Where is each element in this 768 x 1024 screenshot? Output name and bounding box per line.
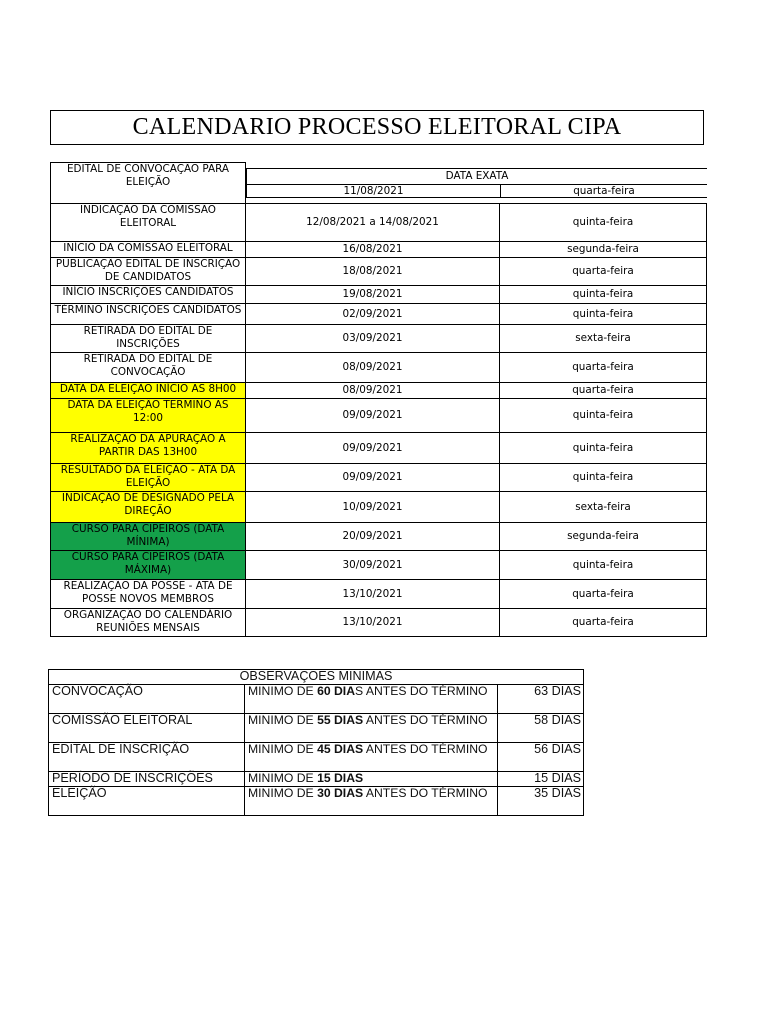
weekday-cell: quinta-feira [500, 551, 707, 580]
calendar-row [51, 163, 707, 204]
event-cell: RESULTADO DA ELEIÇÃO - ATA DA ELEIÇÃO [51, 464, 246, 492]
date-header: DATA EXATA [247, 168, 707, 184]
calendar-row [51, 399, 707, 433]
event-cell: REALIZAÇÃO DA APURAÇÃO A PARTIR DAS 13H00 [51, 433, 246, 464]
event-cell: INDICAÇÃO DE DESIGNADO PELA DIREÇÃO [51, 492, 246, 523]
date-cell: 02/09/2021 [246, 304, 500, 325]
date-cell: 08/09/2021 [246, 383, 500, 399]
calendar-row [51, 304, 707, 325]
rule-suffix: S ANTES DO TÉRMINO [355, 684, 488, 698]
date-cell: 18/08/2021 [246, 258, 500, 286]
event-cell: INÍCIO DA COMISSÃO ELEITORAL [51, 242, 246, 258]
observation-rule [245, 743, 498, 772]
calendar-row [51, 242, 707, 258]
observation-days: 63 DIAS [498, 685, 584, 714]
rule-prefix: MINIMO DE [248, 713, 318, 727]
calendar-row [51, 383, 707, 399]
event-cell: REALIZAÇÃO DA POSSE - ATA DE POSSE NOVOS MEMBROS [51, 580, 246, 609]
weekday-cell: quarta-feira [500, 353, 707, 383]
observation-days: 58 DIAS [498, 714, 584, 743]
calendar-row [51, 325, 707, 353]
date-header-group [246, 163, 707, 204]
date-cell: 19/08/2021 [246, 286, 500, 304]
page-title: CALENDARIO PROCESSO ELEITORAL CIPA [50, 110, 704, 145]
observation-label: COMISSÃO ELEITORAL [49, 714, 245, 743]
observation-label: ELEIÇÃO [49, 787, 245, 816]
weekday-cell: quinta-feira [500, 464, 707, 492]
calendar-row [51, 433, 707, 464]
weekday-cell: quarta-feira [500, 609, 707, 637]
calendar-row [51, 258, 707, 286]
observations-header: OBSERVAÇOES MINIMAS [49, 670, 584, 685]
event-cell: EDITAL DE CONVOCAÇÃO PARA ELEIÇÃO [51, 163, 246, 204]
event-cell: CURSO PARA CIPEIROS (DATA MÍNIMA) [51, 523, 246, 551]
weekday-cell: quarta-feira [500, 258, 707, 286]
event-cell: DATA DA ELEIÇÃO INÍCIO AS 8H00 [51, 383, 246, 399]
rule-prefix: MINIMO DE [248, 771, 318, 785]
calendar-row [51, 464, 707, 492]
event-cell: RETIRADA DO EDITAL DE INSCRIÇÕES [51, 325, 246, 353]
weekday-cell: quarta-feira [501, 184, 707, 198]
date-cell: 08/09/2021 [246, 353, 500, 383]
observation-days: 35 DIAS [498, 787, 584, 816]
calendar-table [50, 162, 707, 637]
observation-row [49, 772, 584, 787]
calendar-row [51, 609, 707, 637]
rule-days-bold: 15 DIAS [317, 771, 364, 785]
weekday-cell: quinta-feira [500, 304, 707, 325]
weekday-cell: quarta-feira [500, 383, 707, 399]
calendar-row [51, 492, 707, 523]
observation-label: CONVOCAÇÃO [49, 685, 245, 714]
calendar-row [51, 551, 707, 580]
date-cell: 30/09/2021 [246, 551, 500, 580]
observation-row [49, 787, 584, 816]
observations-table [48, 669, 584, 816]
calendar-row [51, 353, 707, 383]
weekday-cell: segunda-feira [500, 242, 707, 258]
calendar-row [51, 580, 707, 609]
rule-suffix: ANTES DO TÉRMINO [363, 786, 488, 800]
rule-prefix: MINIMO DE [248, 742, 318, 756]
date-cell: 09/09/2021 [246, 433, 500, 464]
rule-days-bold: 60 DIA [317, 684, 355, 698]
weekday-cell: quinta-feira [500, 286, 707, 304]
weekday-cell: sexta-feira [500, 492, 707, 523]
observations-header-row [49, 670, 584, 685]
date-cell: 03/09/2021 [246, 325, 500, 353]
observation-rule [245, 772, 498, 787]
event-cell: PUBLICAÇÃO EDITAL DE INSCRIÇÃO DE CANDIDATOS [51, 258, 246, 286]
date-cell: 10/09/2021 [246, 492, 500, 523]
event-cell: INÍCIO INSCRIÇÕES CANDIDATOS [51, 286, 246, 304]
date-cell: 12/08/2021 a 14/08/2021 [246, 204, 500, 242]
date-cell: 13/10/2021 [246, 609, 500, 637]
observation-row [49, 685, 584, 714]
rule-prefix: MINIMO DE [248, 786, 318, 800]
event-cell: INDICAÇÃO DA COMISSÃO ELEITORAL [51, 204, 246, 242]
rule-days-bold: 30 DIAS [317, 786, 364, 800]
date-cell: 13/10/2021 [246, 580, 500, 609]
weekday-cell: quinta-feira [500, 433, 707, 464]
weekday-cell: segunda-feira [500, 523, 707, 551]
event-cell: ORGANIZAÇÃO DO CALENDÁRIO REUNIÕES MENSAIS [51, 609, 246, 637]
weekday-cell: quinta-feira [500, 204, 707, 242]
weekday-cell: sexta-feira [500, 325, 707, 353]
observation-rule [245, 714, 498, 743]
calendar-row [51, 204, 707, 242]
observation-label: EDITAL DE INSCRIÇÃO [49, 743, 245, 772]
rule-days-bold: 55 DIAS [317, 713, 364, 727]
event-cell: DATA DA ELEIÇÃO TERMINO AS 12:00 [51, 399, 246, 433]
observation-label: PERÍODO DE INSCRIÇÕES [49, 772, 245, 787]
date-cell: 09/09/2021 [246, 399, 500, 433]
weekday-cell: quarta-feira [500, 580, 707, 609]
observation-rule [245, 685, 498, 714]
weekday-cell: quinta-feira [500, 399, 707, 433]
calendar-row [51, 523, 707, 551]
event-cell: RETIRADA DO EDITAL DE CONVOCAÇÃO [51, 353, 246, 383]
observation-rule [245, 787, 498, 816]
observation-days: 15 DIAS [498, 772, 584, 787]
rule-days-bold: 45 DIAS [317, 742, 364, 756]
event-cell: TÉRMINO INSCRIÇÕES CANDIDATOS [51, 304, 246, 325]
observation-row [49, 714, 584, 743]
observation-days: 56 DIAS [498, 743, 584, 772]
rule-prefix: MINIMO DE [248, 684, 318, 698]
date-cell: 16/08/2021 [246, 242, 500, 258]
event-cell: CURSO PARA CIPEIROS (DATA MÁXIMA) [51, 551, 246, 580]
calendar-row [51, 286, 707, 304]
rule-suffix: ANTES DO TÉRMINO [363, 713, 488, 727]
rule-suffix: ANTES DO TÉRMINO [363, 742, 488, 756]
observation-row [49, 743, 584, 772]
date-cell: 09/09/2021 [246, 464, 500, 492]
date-cell: 11/08/2021 [247, 184, 501, 198]
date-cell: 20/09/2021 [246, 523, 500, 551]
